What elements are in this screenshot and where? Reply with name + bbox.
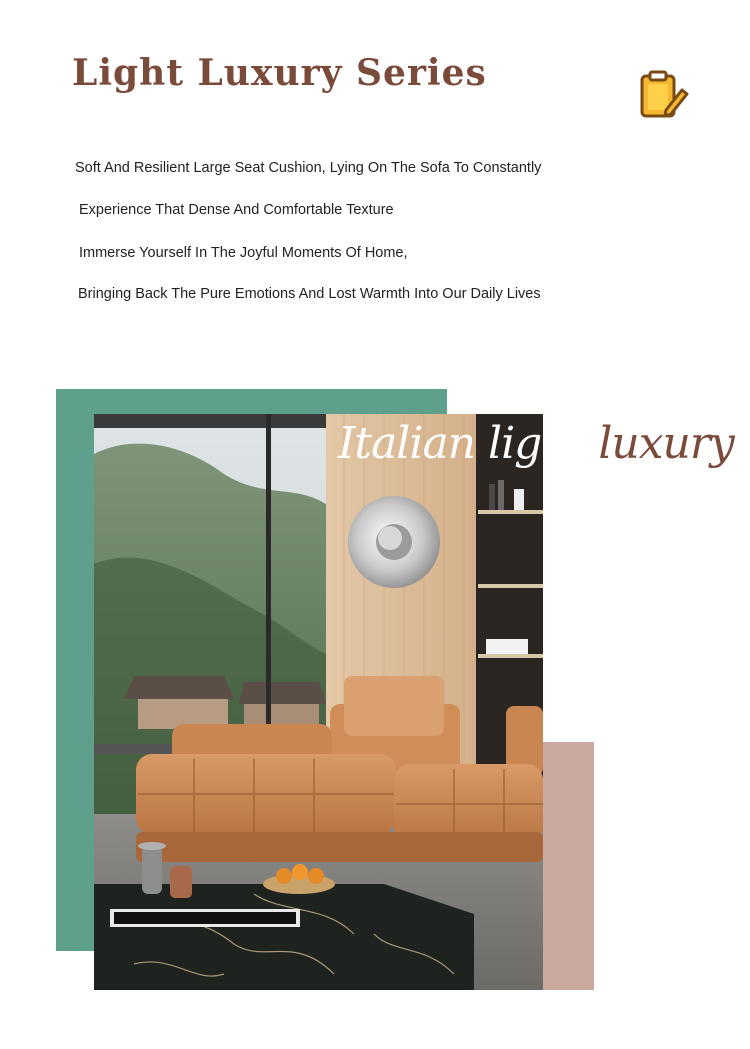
description-line: Immerse Yourself In The Joyful Moments Of Home, bbox=[79, 245, 408, 261]
description-line: Bringing Back The Pure Emotions And Lost Warmth Into Our Daily Lives bbox=[78, 286, 541, 302]
description-line: Soft And Resilient Large Seat Cushion, Lying On The Sofa To Constantly bbox=[75, 160, 542, 176]
notepad-pen-icon bbox=[636, 68, 690, 122]
sofa-photo bbox=[94, 414, 543, 990]
script-title-part-b: luxury bbox=[585, 418, 734, 469]
description-line: Experience That Dense And Comfortable Texture bbox=[79, 202, 394, 218]
script-title-part-a: Italian light bbox=[338, 418, 586, 469]
page-title: Light Luxury Series bbox=[72, 52, 487, 94]
pink-accent-block bbox=[541, 742, 594, 990]
script-title bbox=[338, 418, 734, 469]
